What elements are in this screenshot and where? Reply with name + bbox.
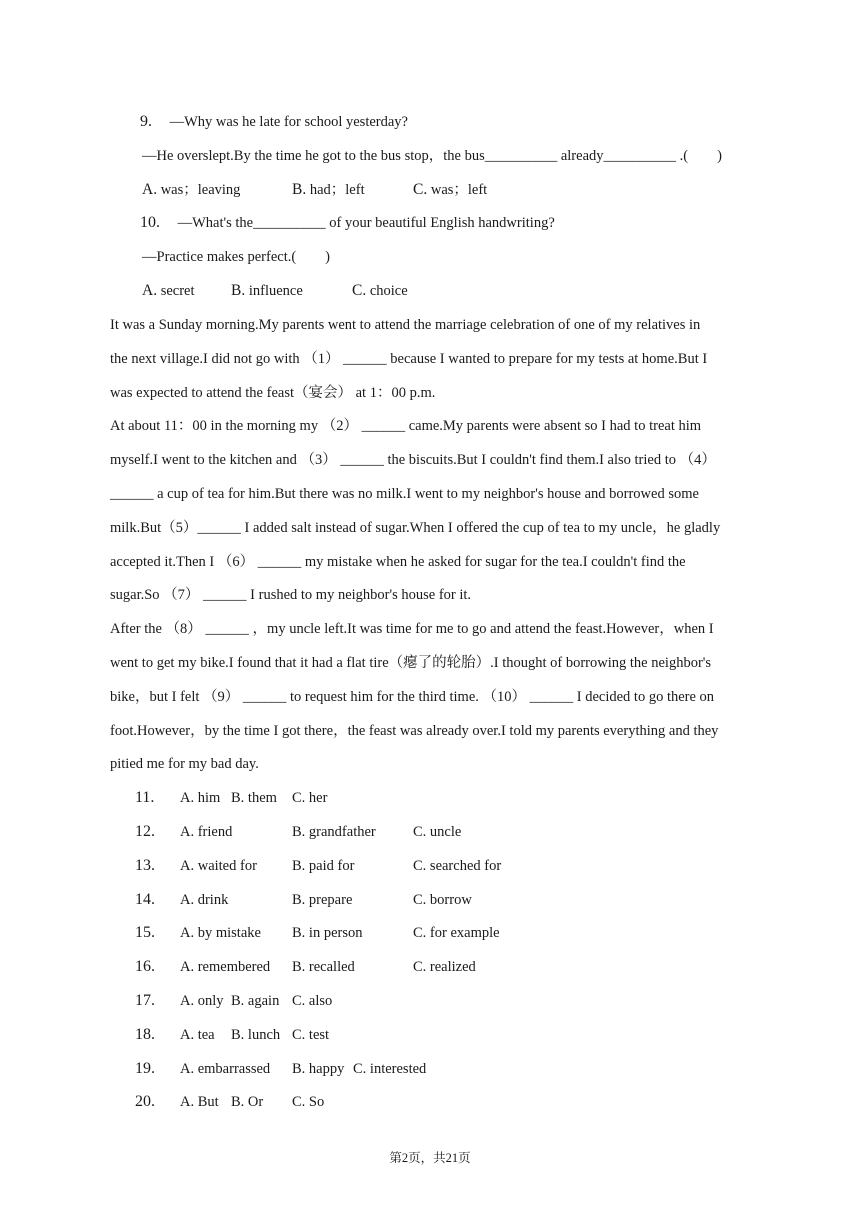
- choice-number: 16.: [135, 958, 155, 975]
- option-c: C. searched for: [413, 858, 502, 874]
- option-a: A. was；leaving: [142, 181, 241, 198]
- choice-number: 15.: [135, 924, 155, 941]
- option-b: B. happy: [292, 1061, 345, 1077]
- option-c: C. So: [292, 1094, 325, 1110]
- choice-number: 17.: [135, 992, 155, 1009]
- option-a: A. waited for: [180, 858, 257, 874]
- passage-line: accepted it.Then I （6） ______ my mistake when he asked for sugar for the tea.I couldn't find the: [110, 554, 686, 570]
- option-b: B. Or: [231, 1094, 264, 1110]
- choice-number: 11.: [135, 789, 155, 806]
- passage-line: pitied me for my bad day.: [110, 756, 259, 772]
- option-c: C. test: [292, 1027, 330, 1043]
- option-b: B. grandfather: [292, 824, 376, 840]
- option-b: B. influence: [231, 282, 303, 299]
- question-10-answer: —Practice makes perfect.( ): [142, 249, 331, 265]
- question-10: [140, 213, 555, 233]
- page-footer: 第2页，共21页: [389, 1151, 471, 1165]
- option-c: C. her: [292, 790, 328, 806]
- option-c: C. realized: [413, 959, 476, 975]
- option-c: C. was；left: [413, 181, 488, 198]
- question-number: 9.: [140, 113, 152, 130]
- option-a: A. drink: [180, 892, 229, 908]
- option-c: C. borrow: [413, 892, 472, 908]
- passage-line: It was a Sunday morning.My parents went to attend the marriage celebration of one of my relatives in: [110, 317, 701, 333]
- question-text: —What's the__________ of your beautiful English handwriting?: [177, 215, 555, 231]
- choice-number: 19.: [135, 1060, 155, 1077]
- option-b: B. them: [231, 790, 277, 806]
- option-c: C. uncle: [413, 824, 462, 840]
- option-b: B. prepare: [292, 892, 353, 908]
- option-a: A. embarrassed: [180, 1061, 271, 1077]
- passage-line: sugar.So （7） ______ I rushed to my neighbor's house for it.: [110, 587, 472, 603]
- passage-line: At about 11：00 in the morning my （2） ______ came.My parents were absent so I had to treat him: [110, 418, 702, 434]
- choice-number: 12.: [135, 823, 155, 840]
- option-a: A. by mistake: [180, 925, 261, 941]
- option-a: A. him: [180, 790, 221, 806]
- option-a: A. only: [180, 993, 224, 1009]
- choice-number: 18.: [135, 1026, 155, 1043]
- passage-line: bike，but I felt （9） ______ to request him for the third time. （10） ______ I decided to go there on: [110, 689, 715, 705]
- option-b: B. had；left: [292, 181, 365, 198]
- option-b: B. paid for: [292, 858, 355, 874]
- passage-line: foot.However，by the time I got there，the feast was already over.I told my parents everything and they: [110, 723, 719, 739]
- passage-line: went to get my bike.I found that it had a flat tire（瘪了的轮胎）.I thought of borrowing the neighbor's: [110, 655, 712, 671]
- option-a: A. But: [180, 1094, 219, 1110]
- option-a: A. secret: [142, 282, 195, 299]
- choice-number: 13.: [135, 857, 155, 874]
- passage-line: ______ a cup of tea for him.But there was no milk.I went to my neighbor's house and borrowed some: [110, 486, 699, 502]
- passage-line: myself.I went to the kitchen and （3） ______ the biscuits.But I couldn't find them.I also tried to （4）: [110, 452, 716, 468]
- option-b: B. lunch: [231, 1027, 281, 1043]
- passage-line: was expected to attend the feast（宴会） at 1：00 p.m.: [110, 385, 436, 401]
- choice-number: 20.: [135, 1093, 155, 1110]
- option-a: A. remembered: [180, 959, 271, 975]
- option-c: C. also: [292, 993, 333, 1009]
- passage-line: the next village.I did not go with （1） ______ because I wanted to prepare for my tests at home.But I: [110, 351, 708, 367]
- passage-line: After the （8） ______ ，my uncle left.It was time for me to go and attend the feast.However，when I: [110, 621, 714, 637]
- option-b: B. recalled: [292, 959, 355, 975]
- option-a: A. friend: [180, 824, 233, 840]
- option-c: C. for example: [413, 925, 500, 941]
- question-number: 10.: [140, 214, 160, 231]
- option-c: C. interested: [353, 1061, 427, 1077]
- option-b: B. in person: [292, 925, 363, 941]
- question-9: [140, 112, 408, 132]
- option-c: C. choice: [352, 282, 408, 299]
- option-b: B. again: [231, 993, 280, 1009]
- choice-number: 14.: [135, 891, 155, 908]
- question-9-answer: —He overslept.By the time he got to the bus stop，the bus__________ already__________ .( ): [142, 148, 722, 164]
- question-text: —Why was he late for school yesterday?: [169, 114, 408, 130]
- passage-line: milk.But（5）______ I added salt instead of sugar.When I offered the cup of tea to my uncle，he gladly: [110, 520, 721, 536]
- option-a: A. tea: [180, 1027, 215, 1043]
